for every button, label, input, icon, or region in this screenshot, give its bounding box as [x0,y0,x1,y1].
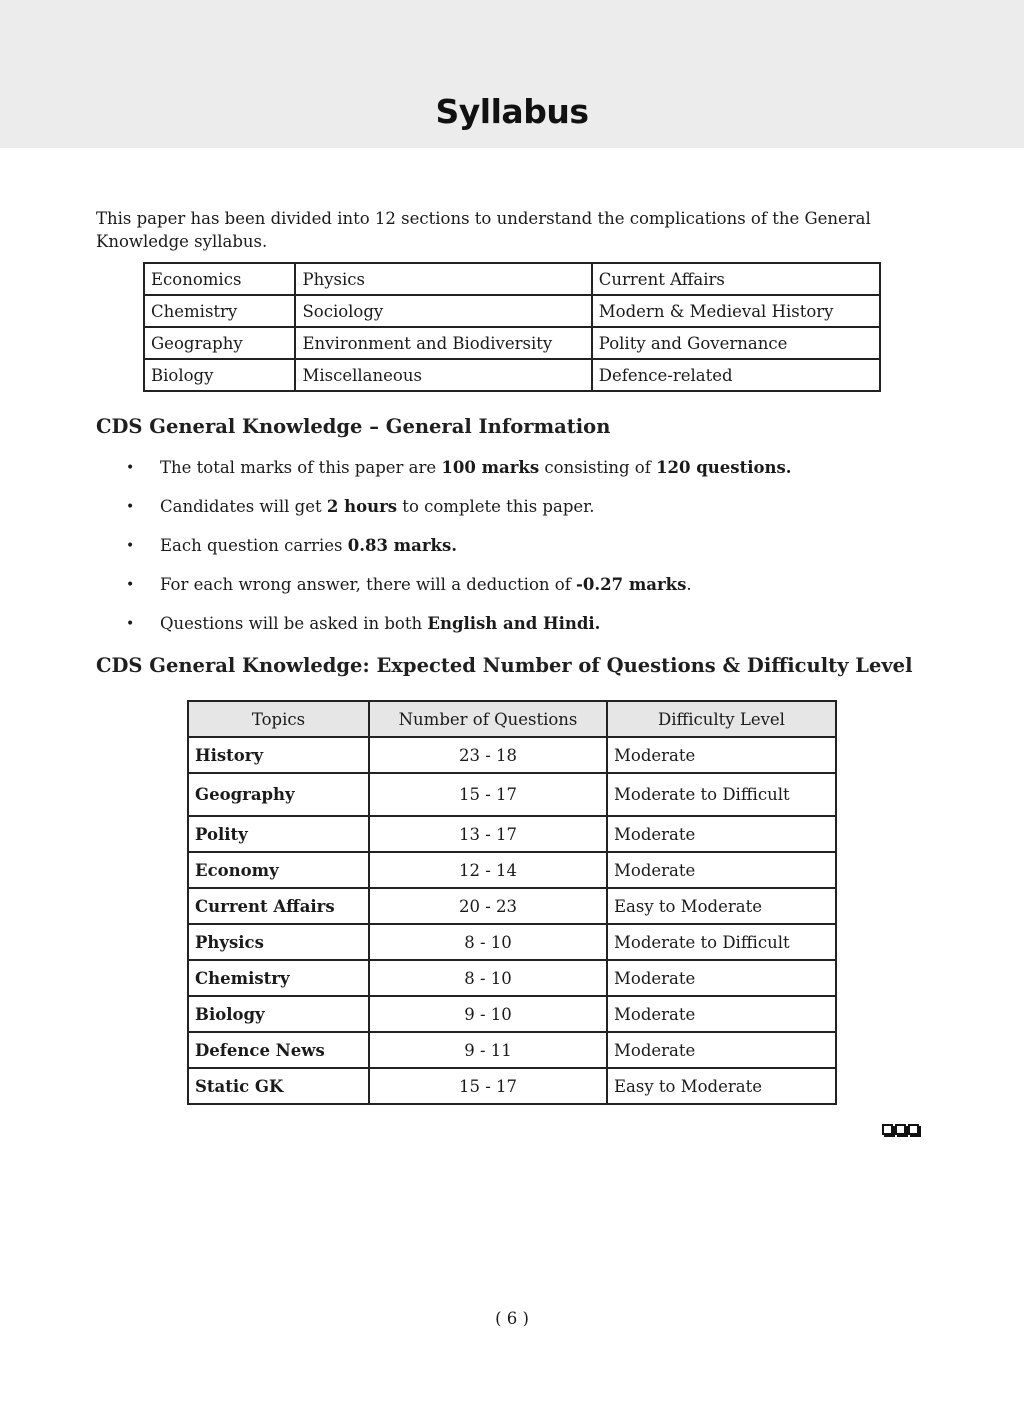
topic-cell: Defence News [188,1032,369,1068]
general-info-heading: CDS General Knowledge – General Information [96,415,611,438]
topic-cell: Physics [188,924,369,960]
count-cell: 13 - 17 [369,816,607,852]
list-text-bold: English and Hindi. [427,614,601,633]
list-text-bold: 0.83 marks. [347,536,457,555]
table-row [188,1032,836,1068]
list-text: Candidates will get [160,497,327,516]
list-item [126,495,926,534]
page-number: ( 6 ) [495,1309,529,1328]
list-text-bold: -0.27 marks [576,575,687,594]
expected-questions-heading: CDS General Knowledge: Expected Number of Questions & Difficulty Level [96,654,913,677]
table-cell: Defence-related [592,359,880,391]
list-text-bold: 100 marks [441,458,540,477]
list-text: consisting of [539,458,657,477]
table-row [144,295,880,327]
count-cell: 15 - 17 [369,773,607,816]
difficulty-cell: Easy to Moderate [607,888,836,924]
table-cell: Chemistry [144,295,295,327]
table-cell: Economics [144,263,295,295]
bullet-icon: • [126,577,135,593]
list-item [126,456,926,495]
difficulty-cell: Moderate [607,816,836,852]
column-header-topics: Topics [188,701,369,737]
table-cell: Modern & Medieval History [592,295,880,327]
topic-cell: Chemistry [188,960,369,996]
count-cell: 8 - 10 [369,924,607,960]
table-cell: Polity and Governance [592,327,880,359]
table-row [188,924,836,960]
topic-cell: Geography [188,773,369,816]
table-row [188,1068,836,1104]
list-text: For each wrong answer, there will a deduction of [160,575,577,594]
bullet-icon: • [126,616,135,632]
list-text-bold: 2 hours [326,497,398,516]
table-row [144,327,880,359]
intro-paragraph: This paper has been divided into 12 sections to understand the complications of the General Knowledge syllabus. [96,209,871,251]
difficulty-cell: Moderate [607,1032,836,1068]
difficulty-cell: Moderate [607,960,836,996]
count-cell: 12 - 14 [369,852,607,888]
topic-cell: History [188,737,369,773]
table-cell: Biology [144,359,295,391]
column-header-difficulty: Difficulty Level [607,701,836,737]
general-info-list [126,456,926,651]
difficulty-cell: Moderate [607,996,836,1032]
count-cell: 15 - 17 [369,1068,607,1104]
table-row [144,263,880,295]
count-cell: 23 - 18 [369,737,607,773]
table-cell: Physics [295,263,591,295]
table-header-row [188,701,836,737]
sections-table [143,262,881,392]
list-text: to complete this paper. [397,497,595,516]
table-cell: Current Affairs [592,263,880,295]
topic-cell: Static GK [188,1068,369,1104]
table-row [188,773,836,816]
expected-questions-table [187,700,837,1105]
count-cell: 9 - 11 [369,1032,607,1068]
count-cell: 9 - 10 [369,996,607,1032]
count-cell: 20 - 23 [369,888,607,924]
table-row [144,359,880,391]
list-item [126,573,926,612]
table-row [188,888,836,924]
square-icon [895,1124,906,1135]
table-row [188,816,836,852]
count-cell: 8 - 10 [369,960,607,996]
difficulty-cell: Moderate to Difficult [607,773,836,816]
difficulty-cell: Moderate [607,852,836,888]
bullet-icon: • [126,499,135,515]
square-icon [908,1124,919,1135]
square-icon [882,1124,893,1135]
list-item [126,534,926,573]
table-row [188,996,836,1032]
page-title: Syllabus [435,92,589,131]
table-cell: Miscellaneous [295,359,591,391]
list-text: . [686,575,692,594]
end-of-section-marks [882,1124,919,1135]
table-cell: Environment and Biodiversity [295,327,591,359]
list-text: Each question carries [160,536,348,555]
list-text-bold: 120 questions. [656,458,792,477]
difficulty-cell: Moderate [607,737,836,773]
topic-cell: Current Affairs [188,888,369,924]
table-cell: Sociology [295,295,591,327]
topic-cell: Biology [188,996,369,1032]
list-item [126,612,926,651]
column-header-count: Number of Questions [369,701,607,737]
topic-cell: Polity [188,816,369,852]
difficulty-cell: Easy to Moderate [607,1068,836,1104]
bullet-icon: • [126,460,135,476]
difficulty-cell: Moderate to Difficult [607,924,836,960]
bullet-icon: • [126,538,135,554]
table-row [188,737,836,773]
table-row [188,852,836,888]
list-text: The total marks of this paper are [160,458,442,477]
table-cell: Geography [144,327,295,359]
topic-cell: Economy [188,852,369,888]
list-text: Questions will be asked in both [160,614,428,633]
table-row [188,960,836,996]
